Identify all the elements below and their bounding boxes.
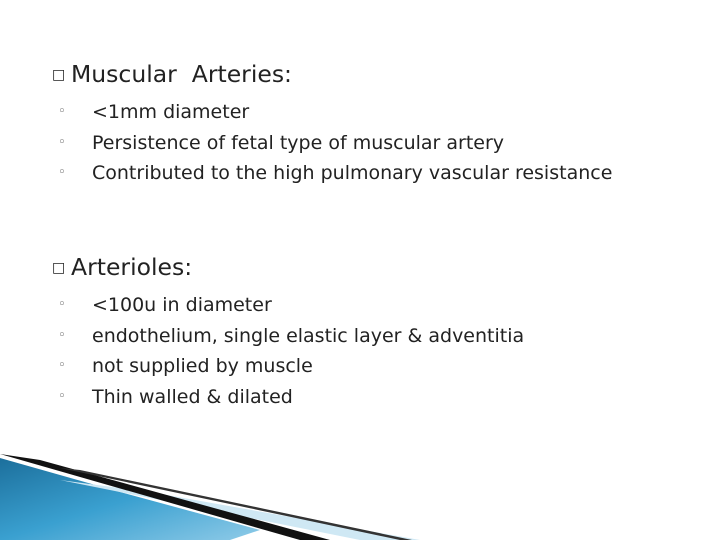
sub-bullet-list <box>52 290 652 412</box>
circle-bullet-icon: ◦ <box>58 358 66 373</box>
checkbox-bullet-icon: □ <box>52 260 66 276</box>
section-heading <box>52 251 652 284</box>
circle-bullet-icon: ◦ <box>58 104 66 119</box>
list-item: ◦ Thin walled & dilated <box>92 382 652 413</box>
list-item: ◦ endothelium, single elastic layer & adventitia <box>92 321 652 352</box>
list-item: ◦ Persistence of fetal type of muscular artery <box>92 128 652 159</box>
section-arterioles <box>52 251 652 412</box>
swoosh-blue-band <box>0 458 260 540</box>
circle-bullet-icon: ◦ <box>58 297 66 312</box>
list-item: ◦ <1mm diameter <box>92 97 652 128</box>
circle-bullet-icon: ◦ <box>58 165 66 180</box>
circle-bullet-icon: ◦ <box>58 388 66 404</box>
section-muscular-arteries <box>52 58 652 189</box>
list-item: ◦ <100u in diameter <box>92 290 652 321</box>
checkbox-bullet-icon: □ <box>52 67 66 83</box>
circle-bullet-icon: ◦ <box>58 327 66 343</box>
section-heading <box>52 58 652 91</box>
list-item: ◦ not supplied by muscle <box>92 351 652 382</box>
decorative-swoosh <box>0 440 720 540</box>
circle-bullet-icon: ◦ <box>58 134 66 150</box>
list-item: ◦ Contributed to the high pulmonary vascular resistance <box>92 158 652 189</box>
sub-bullet-list <box>52 97 652 189</box>
section-heading-text: Arterioles: <box>71 253 193 281</box>
section-heading-text: Muscular Arteries: <box>71 60 292 88</box>
